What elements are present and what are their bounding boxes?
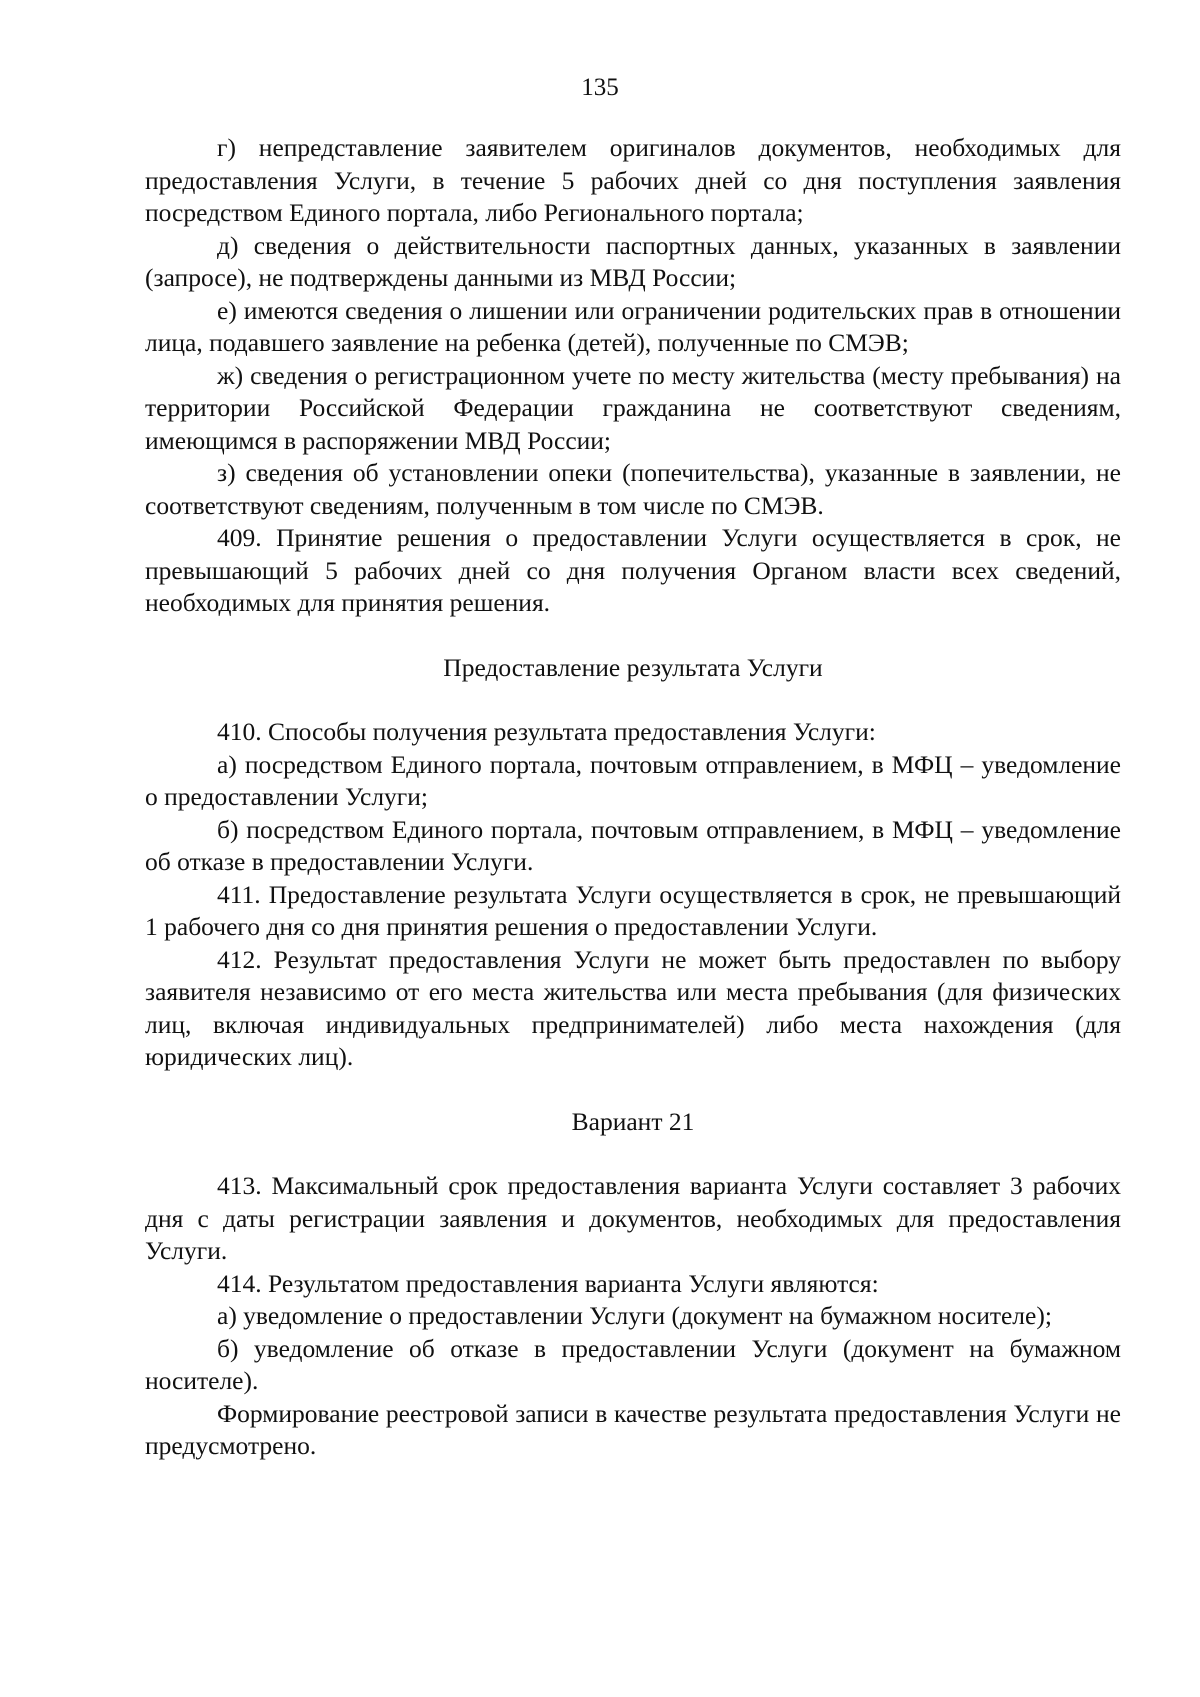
paragraph-item-g: г) непредставление заявителем оригиналов документов, необходимых для предоставления Услуги, в течение 5 рабочих дней со дня поступления заявления посредством Единого портала, либо Регионального портала; (145, 133, 1121, 227)
section-heading-result: Предоставление результата Услуги (443, 652, 823, 682)
paragraph-413: 413. Максимальный срок предоставления варианта Услуги составляет 3 рабочих дня с даты регистрации заявления и документов, необходимых для предоставления Услуги. (145, 1171, 1121, 1265)
paragraph-410-a: а) посредством Единого портала, почтовым отправлением, в МФЦ – уведомление о предоставлении Услуги; (145, 749, 1121, 811)
paragraph-registry-note: Формирование реестровой записи в качестве результата предоставления Услуги не предусмотрено. (145, 1398, 1121, 1460)
paragraph-409: 409. Принятие решения о предоставлении Услуги осуществляется в срок, не превышающий 5 рабочих дней со дня получения Органом власти всех сведений, необходимых для принятия решения. (145, 523, 1121, 617)
paragraph-item-e: е) имеются сведения о лишении или ограничении родительских прав в отношении лица, подавшего заявление на ребенка (детей), полученные по СМЭВ; (145, 295, 1121, 357)
paragraph-414-b: б) уведомление об отказе в предоставлении Услуги (документ на бумажном носителе). (145, 1333, 1121, 1395)
paragraph-412: 412. Результат предоставления Услуги не может быть предоставлен по выбору заявителя независимо от его места жительства или места пребывания (для физических лиц, включая индивидуальных предпринимателей) либо места нахождения (для юридических лиц). (145, 944, 1121, 1071)
paragraph-411: 411. Предоставление результата Услуги осуществляется в срок, не превышающий 1 рабочего дня со дня принятия решения о предоставлении Услуги. (145, 879, 1121, 941)
section-heading-variant-21: Вариант 21 (571, 1106, 695, 1136)
paragraph-410: 410. Способы получения результата предоставления Услуги: (217, 717, 876, 746)
paragraph-item-zh: ж) сведения о регистрационном учете по месту жительства (месту пребывания) на территории Российской Федерации гражданина не соответствуют сведениям, имеющимся в распоряжении МВД России; (145, 360, 1121, 455)
document-body (145, 132, 1121, 1463)
paragraph-item-d: д) сведения о действительности паспортных данных, указанных в заявлении (запросе), не подтверждены данными из МВД России; (145, 230, 1121, 292)
page-number: 135 (581, 74, 619, 101)
paragraph-414-a: а) уведомление о предоставлении Услуги (документ на бумажном носителе); (217, 1301, 1052, 1330)
paragraph-410-b: б) посредством Единого портала, почтовым отправлением, в МФЦ – уведомление об отказе в предоставлении Услуги. (145, 814, 1121, 876)
paragraph-414: 414. Результатом предоставления варианта Услуги являются: (217, 1268, 879, 1298)
paragraph-item-z: з) сведения об установлении опеки (попечительства), указанные в заявлении, не соответствуют сведениям, полученным в том числе по СМЭВ. (145, 458, 1121, 520)
